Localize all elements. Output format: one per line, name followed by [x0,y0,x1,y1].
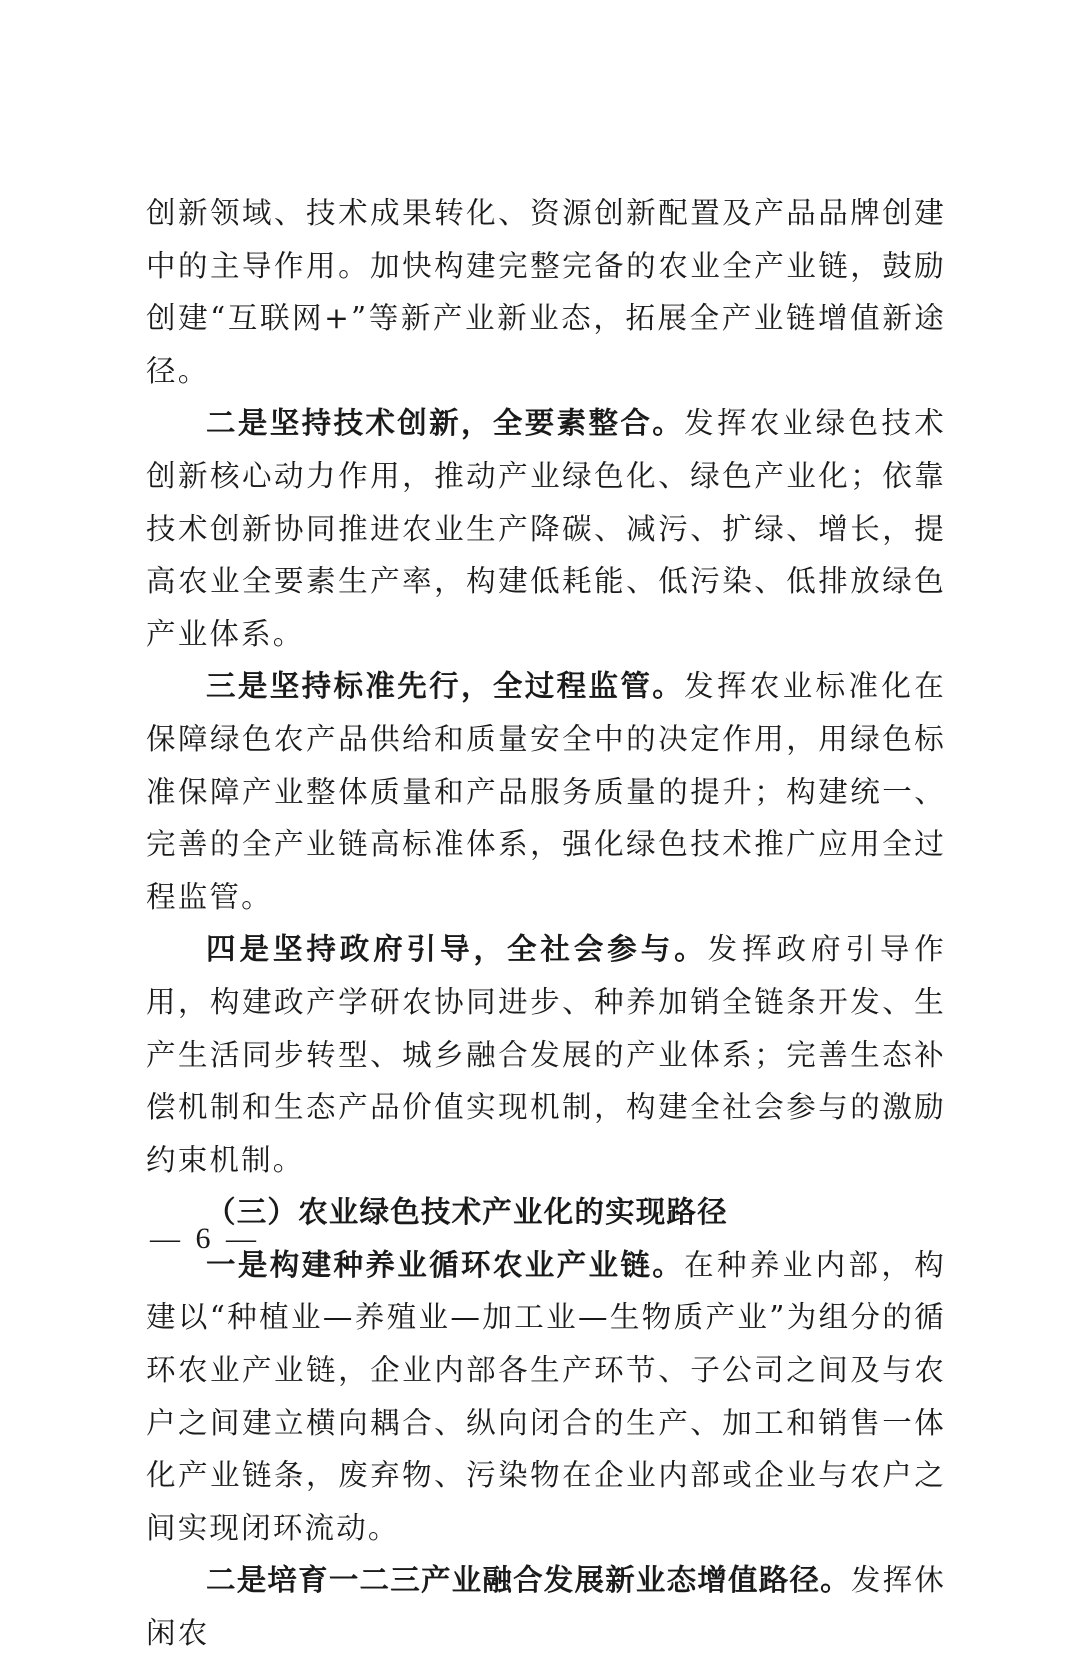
page-number: — 6 — [150,1222,260,1255]
paragraph-circular-chain [146,1239,946,1555]
paragraph-lead: 四是坚持政府引导，全社会参与。 [206,932,708,967]
section-heading: （三）农业绿色技术产业化的实现路径 [206,1195,728,1230]
paragraph-text: 发挥政府引导作用，构建政产学研农协同进步、种养加销全链条开发、生产生活同步转型、城乡融合发展的产业体系；完善生态补偿机制和生态产品价值实现机制，构建全社会参与的激励约束机制。 [146,932,946,1177]
paragraph-text: 发挥休闲农 [146,1563,946,1651]
paragraph-standards [146,660,946,923]
paragraph-government [146,923,946,1186]
paragraph-industry-integration [146,1554,946,1659]
paragraph-lead: 二是坚持技术创新，全要素整合。 [206,406,685,441]
paragraph-continuation [146,187,946,397]
paragraph-lead: 三是坚持标准先行，全过程监管。 [206,669,685,704]
paragraph-lead: 二是培育一二三产业融合发展新业态增值路径。 [206,1563,851,1598]
paragraph-tech-innovation [146,397,946,660]
paragraph-text: 创新领域、技术成果转化、资源创新配置及产品品牌创建中的主导作用。加快构建完整完备的农业全产业链，鼓励创建“互联网+”等新产业新业态，拓展全产业链增值新途径。 [146,196,946,388]
paragraph-text: 发挥农业绿色技术创新核心动力作用，推动产业绿色化、绿色产业化；依靠技术创新协同推进农业生产降碳、减污、扩绿、增长，提高农业全要素生产率，构建低耗能、低污染、低排放绿色产业体系。 [146,406,946,651]
paragraph-lead: 一是构建种养业循环农业产业链。 [206,1247,685,1282]
paragraph-text: 发挥农业标准化在保障绿色农产品供给和质量安全中的决定作用，用绿色标准保障产业整体质量和产品服务质量的提升；构建统一、完善的全产业链高标准体系，强化绿色技术推广应用全过程监管。 [146,669,946,914]
document-page [146,187,946,1660]
paragraph-text: 在种养业内部，构建以“种植业—养殖业—加工业—生物质产业”为组分的循环农业产业链，企业内部各生产环节、子公司之间及与农户之间建立横向耦合、纵向闭合的生产、加工和销售一体化产业链条，废弃物、污染物在企业内部或企业与农户之间实现闭环流动。 [146,1247,946,1545]
